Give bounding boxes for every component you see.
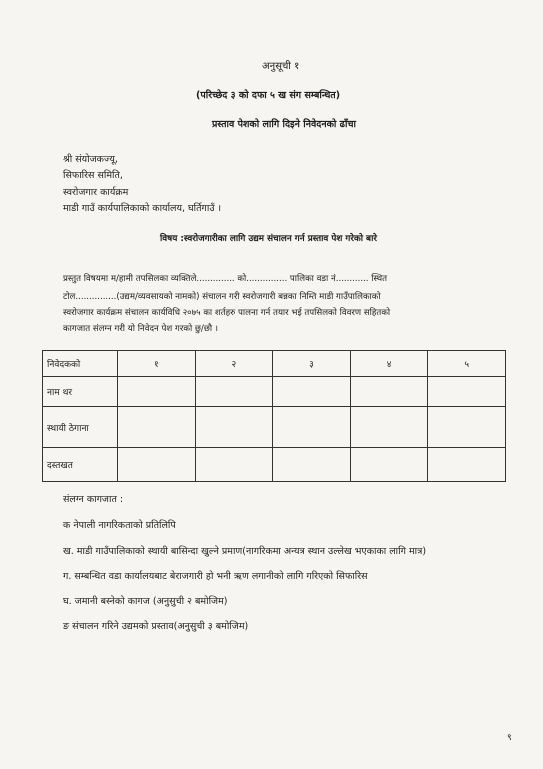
blank-cell — [195, 377, 273, 407]
table-header-cell: २ — [195, 351, 273, 377]
table-header-row — [43, 351, 506, 377]
address-line: श्री संयोजकज्यू, — [63, 154, 118, 165]
address-line: माडी गाउँ कार्यपालिकाको कार्यालय, घर्तिगाउँ । — [63, 203, 222, 214]
applicant-table — [42, 350, 506, 482]
attachment-item: क नेपाली नागरिकताको प्रतिलिपि — [63, 520, 176, 531]
form-title: प्रस्ताव पेशको लागि दिइने निवेदनको ढाँचा — [212, 119, 356, 130]
blank-cell — [350, 407, 428, 448]
clause-reference: (परिच्छेद ३ को दफा ५ ख संग सम्बन्धित) — [196, 90, 341, 101]
blank-cell — [195, 407, 273, 448]
attachment-item: ख. माडी गाउँपालिकाको स्थायी बासिन्दा खुल्ने प्रमाण(नागरिकमा अन्यत्र स्थान उल्लेख भएकाका लागि मात्र) — [63, 546, 427, 557]
page-number: ९ — [507, 733, 512, 743]
attachments-heading: संलग्न कागजात : — [63, 494, 124, 505]
blank-cell — [428, 377, 506, 407]
blank-cell — [350, 448, 428, 482]
table-row — [43, 377, 506, 407]
blank-cell — [118, 377, 196, 407]
table-header-cell: १ — [118, 351, 196, 377]
blank-cell — [195, 448, 273, 482]
table-row — [43, 407, 506, 448]
blank-cell — [428, 407, 506, 448]
row-label: स्थायी ठेगाना — [43, 407, 118, 448]
blank-cell — [273, 377, 351, 407]
row-label: दस्तखत — [43, 448, 118, 482]
blank-cell — [428, 448, 506, 482]
row-label: नाम थर — [43, 377, 118, 407]
table-header-cell: ५ — [428, 351, 506, 377]
table-header-cell: निवेदकको — [43, 351, 118, 377]
blank-cell — [273, 448, 351, 482]
blank-cell — [350, 377, 428, 407]
blank-cell — [273, 407, 351, 448]
attachment-item: ङ संचालन गरिने उद्यमको प्रस्ताव(अनुसुची ३ बमोजिम) — [63, 621, 249, 632]
body-text-line: कागजात संलग्न गरी यो निवेदन पेश गरको छु/छौ । — [63, 324, 219, 334]
body-text-line: टोल...............(उद्यम/व्यवसायको नामको) संचालन गरी स्वरोजगारी बन्नका निम्ति माडी गाउँपालिकाको — [63, 292, 381, 302]
table-header-cell: ३ — [273, 351, 351, 377]
address-line: सिफारिस समिति, — [63, 170, 123, 181]
address-line: स्वरोजगार कार्यक्रम — [63, 187, 129, 198]
annex-label: अनुसूची १ — [262, 61, 300, 72]
table-header-cell: ४ — [350, 351, 428, 377]
body-text-line: प्रस्तुत विषयमा म/हामी तपसिलका व्यक्तिले.............. को............... पालिका वडा नं............ स्थित — [63, 274, 388, 284]
blank-cell — [118, 407, 196, 448]
table-row — [43, 448, 506, 482]
blank-cell — [118, 448, 196, 482]
attachment-item: ग. सम्बन्धित वडा कार्यालयबाट बेराजगारी हो भनी ऋण लगानीको लागि गरिएको सिफारिस — [63, 571, 368, 582]
subject-line: विषय :स्वरोजगारीका लागि उद्यम संचालन गर्न प्रस्ताव पेश गरेको बारे — [160, 234, 377, 244]
attachment-item: घ. जमानी बस्नेको कागज (अनुसुची २ बमोजिम) — [63, 596, 228, 607]
body-text-line: स्वरोजगार कार्यक्रम संचालन कार्यविधि २०७५ का शर्तहरु पालना गर्न तयार भई तपसिलको विवरण सहितको — [63, 308, 391, 318]
